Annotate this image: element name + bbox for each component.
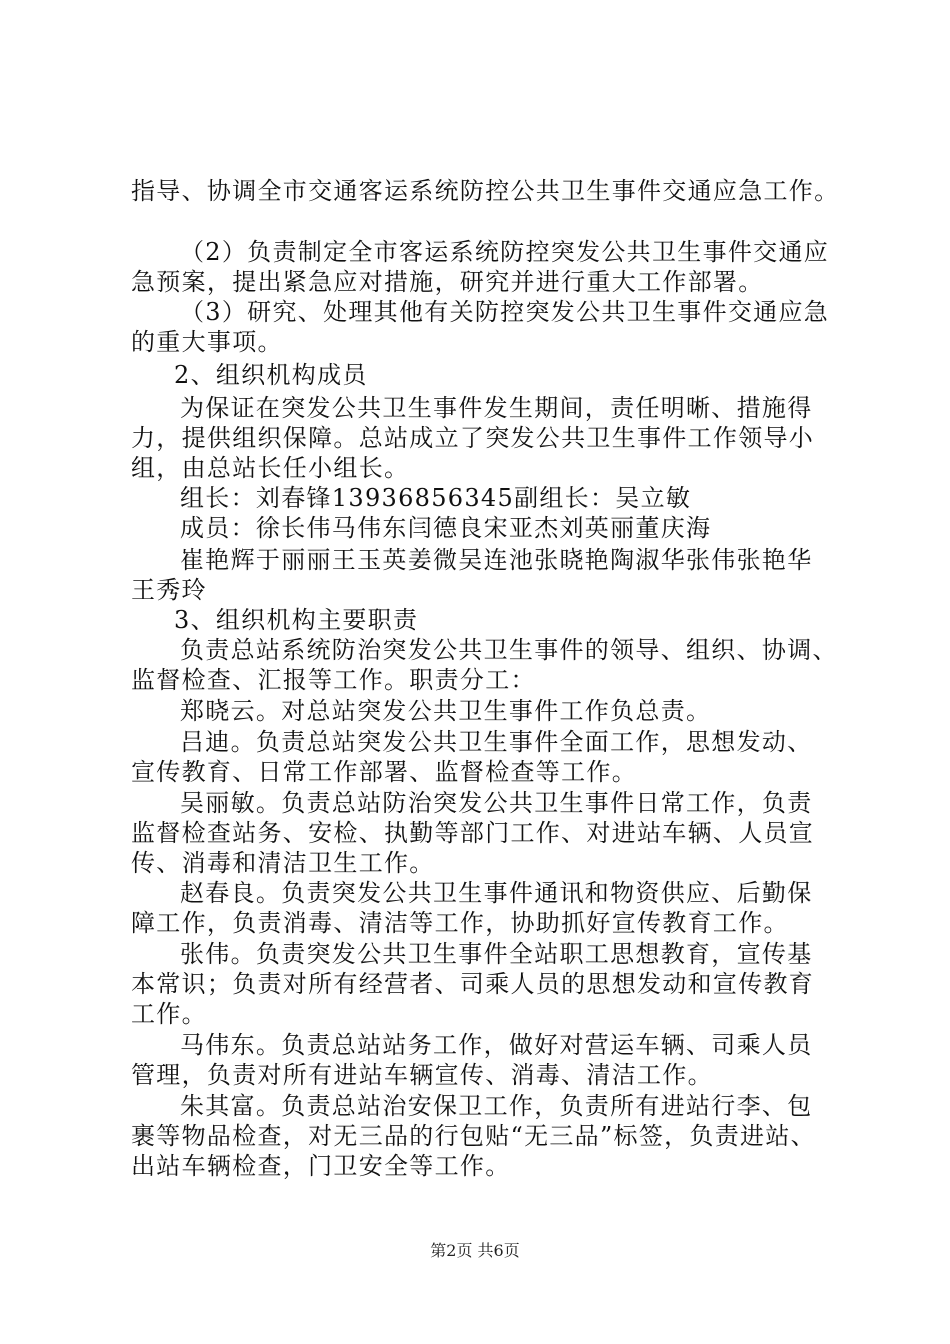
text-line: 为保证在突发公共卫生事件发生期间，责任明晰、措施得 [180, 394, 813, 422]
text-line: 成员：徐长伟马伟东闫德良宋亚杰刘英丽董庆海 [180, 514, 712, 542]
page-number-footer: 第2页 共6页 [430, 1241, 520, 1260]
text-line: 吴丽敏。负责总站防治突发公共卫生事件日常工作，负责 [180, 789, 813, 817]
text-line: 崔艳辉于丽丽王玉英姜微吴连池张晓艳陶淑华张伟张艳华 [180, 546, 813, 574]
text-line: 传、消毒和清洁卫生工作。 [131, 849, 435, 877]
text-line: 张伟。负责突发公共卫生事件全站职工思想教育，宣传基 [180, 940, 813, 968]
text-line: 出站车辆检查，门卫安全等工作。 [131, 1152, 511, 1180]
text-line: 朱其富。负责总站治安保卫工作，负责所有进站行李、包 [180, 1092, 813, 1120]
text-line: 吕迪。负责总站突发公共卫生事件全面工作，思想发动、 [180, 728, 813, 756]
text-line: 监督检查站务、安检、执勤等部门工作、对进站车辆、人员宣 [131, 819, 815, 847]
text-line: 负责总站系统防治突发公共卫生事件的领导、组织、协调、 [180, 636, 838, 664]
section-heading: 2、组织机构成员 [174, 361, 368, 389]
text-line: 赵春良。负责突发公共卫生事件通讯和物资供应、后勤保 [180, 879, 813, 907]
text-line: （2）负责制定全市客运系统防控突发公共卫生事件交通应 [180, 238, 830, 266]
text-line: 障工作，负责消毒、清洁等工作，协助抓好宣传教育工作。 [131, 909, 789, 937]
text-line: 宣传教育、日常工作部署、监督检查等工作。 [131, 758, 637, 786]
text-line: 力，提供组织保障。总站成立了突发公共卫生事件工作领导小 [131, 424, 815, 452]
text-line: （3）研究、处理其他有关防控突发公共卫生事件交通应急 [180, 298, 830, 326]
text-line: 裹等物品检查，对无三品的行包贴“无三品”标签，负责进站、 [131, 1122, 816, 1150]
text-line: 监督检查、汇报等工作。职责分工： [131, 666, 536, 694]
text-line: 王秀玲 [131, 576, 207, 604]
text-line: 指导、协调全市交通客运系统防控公共卫生事件交通应急工作。 [131, 177, 840, 205]
section-heading: 3、组织机构主要职责 [174, 606, 419, 634]
text-line: 工作。 [131, 1000, 207, 1028]
text-line: 马伟东。负责总站站务工作，做好对营运车辆、司乘人员 [180, 1031, 813, 1059]
text-line: 组长：刘春锋13936856345副组长：吴立敏 [180, 484, 692, 512]
text-line: 的重大事项。 [131, 328, 283, 356]
text-line: 郑晓云。对总站突发公共卫生事件工作负总责。 [180, 697, 712, 725]
text-line: 本常识；负责对所有经营者、司乘人员的思想发动和宣传教育 [131, 970, 815, 998]
text-line: 组，由总站长任小组长。 [131, 454, 410, 482]
text-line: 管理，负责对所有进站车辆宣传、消毒、清洁工作。 [131, 1061, 713, 1089]
text-line: 急预案，提出紧急应对措施，研究并进行重大工作部署。 [131, 268, 764, 296]
